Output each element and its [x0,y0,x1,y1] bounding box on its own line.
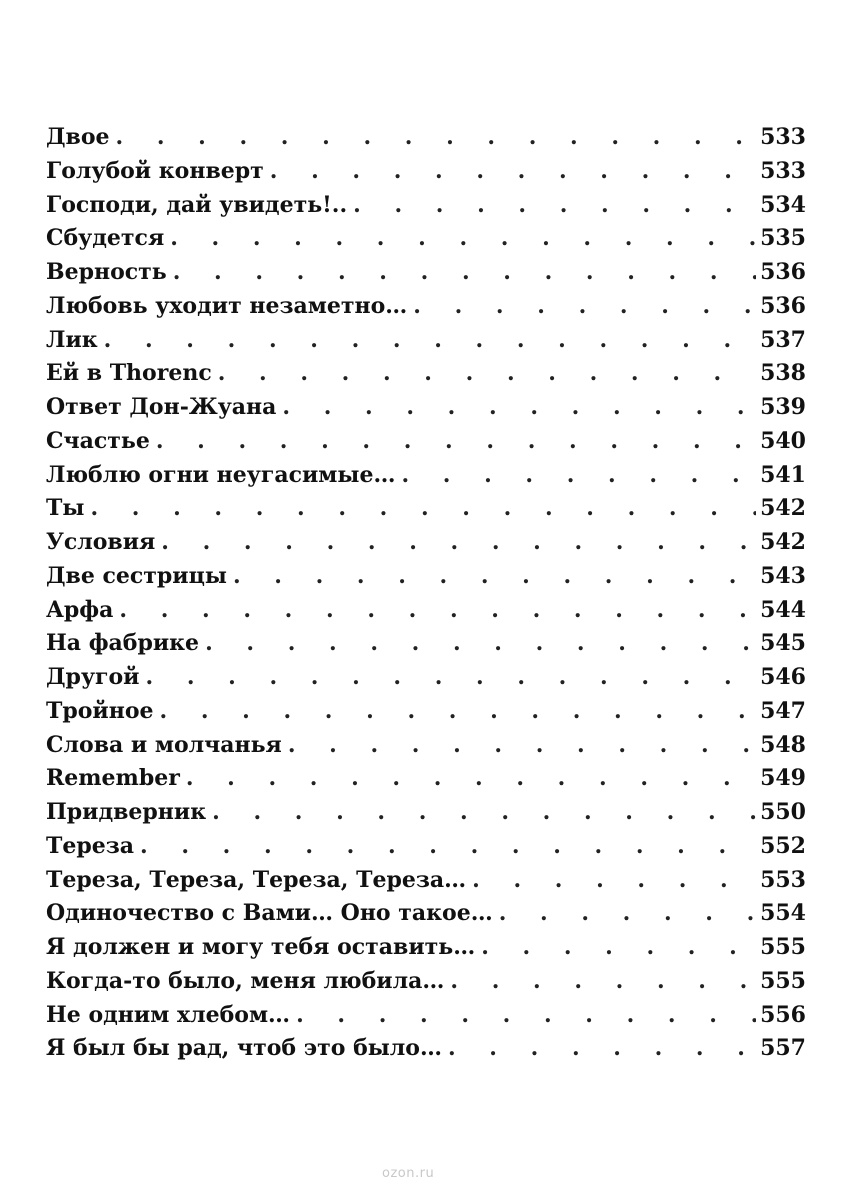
toc-entry-title: Счастье [46,427,150,454]
dot-leader [160,698,757,724]
toc-entry-page: 533 [760,157,806,184]
toc-entry-title: Условия [46,529,156,555]
toc-entry-title: Лик [46,326,98,353]
dot-leader [212,799,756,825]
toc-entry [46,124,806,158]
dot-leader [472,867,756,893]
dot-leader [450,968,756,994]
toc-entry [46,1035,806,1069]
toc-entry-title: Ты [46,495,85,522]
toc-entry-page: 555 [760,967,806,994]
dot-leader [481,934,756,960]
toc-entry-title: Сбудется [46,225,165,252]
toc-entry-title: Не одним хлебом… [46,1001,291,1028]
toc-entry-title: Когда-то было, меня любила… [46,967,445,994]
toc-entry [46,732,806,766]
toc-entry-title: Придверник [46,799,207,825]
toc-entry [46,158,806,192]
toc-entry-title: Другой [46,664,140,690]
toc-entry [46,900,806,934]
dot-leader [116,124,757,150]
toc-entry-title: Верность [46,259,167,285]
toc-entry [46,394,806,428]
toc-entry-page: 543 [760,562,806,589]
toc-entry-title: Голубой конверт [46,157,264,184]
toc-entry [46,833,806,867]
toc-entry-title: На фабрике [46,630,200,657]
dot-leader [282,394,756,420]
dot-leader [296,1002,756,1028]
dot-leader [233,563,756,589]
dot-leader [146,664,757,690]
dot-leader [448,1035,756,1061]
watermark: ozon.ru [382,1166,435,1181]
toc-entry-title: Одиночество с Вами… Оно такое… [46,900,493,927]
toc-entry-page: 538 [760,360,806,387]
toc-entry-page: 552 [760,832,806,859]
toc-entry-page: 542 [760,495,806,522]
dot-leader [90,495,756,521]
toc-entry-page: 547 [760,697,806,724]
dot-leader [401,462,756,488]
toc-entry [46,597,806,631]
toc-entry [46,192,806,226]
toc-entry [46,360,806,394]
toc-entry-title: Ей в Thorenc [46,360,212,387]
dot-leader [173,259,756,285]
toc-entry [46,867,806,901]
dot-leader [205,630,756,656]
dot-leader [499,900,756,926]
dot-leader [104,327,756,353]
dot-leader [186,765,756,791]
table-of-contents [46,124,806,1069]
toc-entry-page: 537 [760,326,806,353]
toc-entry-page: 544 [760,596,806,623]
toc-entry [46,664,806,698]
toc-entry-page: 553 [760,866,806,893]
toc-entry-title: Ответ Дон-Жуана [46,394,277,420]
toc-entry [46,799,806,833]
toc-entry-page: 535 [760,225,806,252]
toc-entry-page: 536 [760,259,806,285]
toc-entry-title: Тереза [46,832,135,859]
toc-entry-page: 540 [760,427,806,454]
toc-entry-page: 557 [760,1035,806,1062]
toc-entry-title: Арфа [46,596,114,623]
toc-entry [46,765,806,799]
dot-leader [270,158,756,184]
toc-entry-page: 534 [760,191,806,218]
toc-entry [46,428,806,462]
dot-leader [413,293,756,319]
toc-entry [46,259,806,293]
toc-entry-page: 536 [760,292,806,319]
toc-entry-page: 548 [760,731,806,758]
toc-entry [46,968,806,1002]
toc-entry-page: 554 [760,900,806,927]
toc-entry-title: Я был бы рад, чтоб это было… [46,1035,442,1062]
toc-entry [46,529,806,563]
toc-entry [46,495,806,529]
toc-entry-page: 546 [760,664,806,690]
toc-entry-title: Тройное [46,697,154,724]
dot-leader [170,225,756,251]
toc-entry-title: Две сестрицы [46,562,227,589]
toc-entry-page: 549 [760,765,806,792]
toc-entry [46,698,806,732]
dot-leader [353,192,756,218]
dot-leader [140,833,756,859]
toc-entry [46,630,806,664]
toc-entry-page: 539 [760,394,806,420]
toc-entry-page: 541 [760,461,806,488]
dot-leader [161,529,756,555]
toc-entry-page: 555 [760,934,806,960]
toc-entry-title: Двое [46,124,110,150]
toc-entry-title: Я должен и могу тебя оставить… [46,934,476,960]
toc-entry-title: Любовь уходит незаметно… [46,292,408,319]
dot-leader [119,597,756,623]
toc-entry [46,462,806,496]
dot-leader [288,732,756,758]
dot-leader [156,428,756,454]
toc-entry-page: 550 [760,799,806,825]
toc-entry-title: Господи, дай увидеть!.. [46,191,348,218]
toc-entry [46,934,806,968]
toc-entry-page: 542 [760,529,806,555]
toc-entry [46,563,806,597]
toc-entry-title: Слова и молчанья [46,731,282,758]
toc-entry [46,1002,806,1036]
dot-leader [218,360,756,386]
toc-entry [46,327,806,361]
toc-entry-page: 556 [760,1001,806,1028]
toc-entry-page: 545 [760,630,806,657]
toc-entry-title: Remember [46,765,180,792]
toc-entry [46,225,806,259]
toc-entry-title: Тереза, Тереза, Тереза, Тереза… [46,866,467,893]
toc-entry [46,293,806,327]
toc-entry-title: Люблю огни неугасимые… [46,461,396,488]
toc-entry-page: 533 [760,124,806,150]
